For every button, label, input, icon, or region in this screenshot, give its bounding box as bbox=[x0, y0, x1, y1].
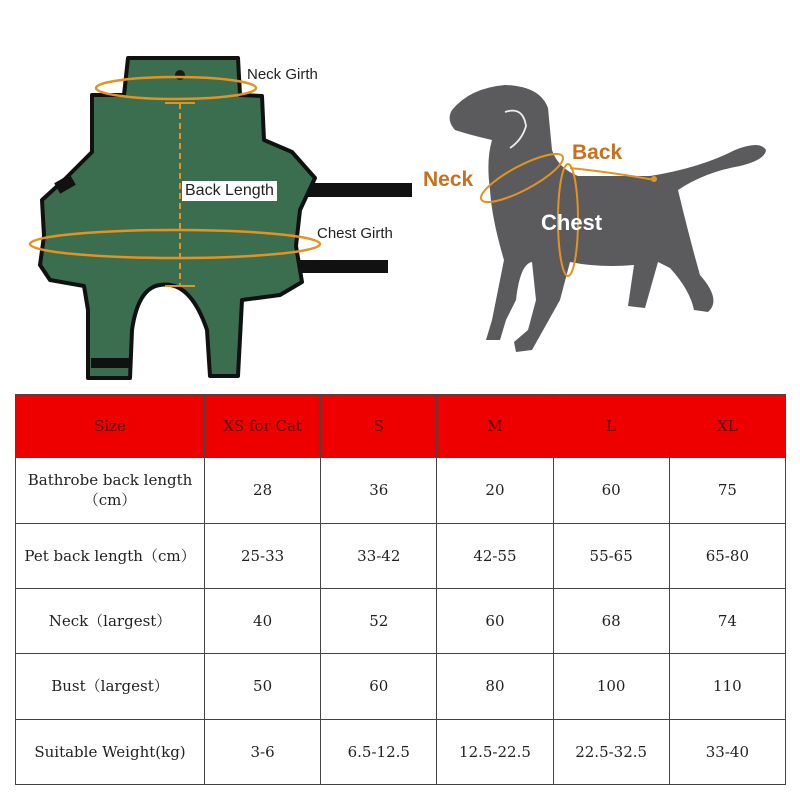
header-cell-l: L bbox=[553, 395, 669, 458]
table-cell: 74 bbox=[669, 588, 785, 653]
collar-button bbox=[175, 70, 185, 80]
table-cell: 60 bbox=[553, 458, 669, 523]
upper-strap bbox=[300, 183, 412, 197]
back-length-label: Back Length bbox=[182, 181, 277, 201]
table-cell: 65-80 bbox=[669, 523, 785, 588]
size-chart-table bbox=[15, 394, 786, 785]
table-cell: 60 bbox=[437, 588, 553, 653]
table-cell: 52 bbox=[321, 588, 437, 653]
row-label: Pet back length（cm） bbox=[16, 523, 205, 588]
table-row bbox=[16, 719, 786, 784]
header-cell-s: S bbox=[321, 395, 437, 458]
table-cell: 22.5-32.5 bbox=[553, 719, 669, 784]
table-cell: 50 bbox=[205, 654, 321, 719]
table-cell: 33-42 bbox=[321, 523, 437, 588]
table-cell: 68 bbox=[553, 588, 669, 653]
table-row bbox=[16, 654, 786, 719]
dog-back-label: Back bbox=[572, 141, 623, 164]
table-cell: 33-40 bbox=[669, 719, 785, 784]
row-label: Bathrobe back length（cm） bbox=[16, 458, 205, 523]
dog-silhouette bbox=[450, 85, 766, 352]
table-cell: 12.5-22.5 bbox=[437, 719, 553, 784]
dog-back-end-dot bbox=[651, 176, 657, 182]
table-cell: 60 bbox=[321, 654, 437, 719]
table-header-row bbox=[16, 395, 786, 458]
header-cell-xs: XS for Cat bbox=[205, 395, 321, 458]
neck-girth-label: Neck Girth bbox=[247, 66, 318, 83]
header-cell-xl: XL bbox=[669, 395, 785, 458]
table-row bbox=[16, 588, 786, 653]
table-cell: 42-55 bbox=[437, 523, 553, 588]
table-cell: 80 bbox=[437, 654, 553, 719]
table-cell: 28 bbox=[205, 458, 321, 523]
illustration-graphics bbox=[0, 0, 800, 395]
table-cell: 110 bbox=[669, 654, 785, 719]
row-label: Neck（largest） bbox=[16, 588, 205, 653]
table-cell: 100 bbox=[553, 654, 669, 719]
table-cell: 55-65 bbox=[553, 523, 669, 588]
chest-girth-label: Chest Girth bbox=[317, 225, 393, 242]
dog-chest-label: Chest bbox=[541, 210, 603, 235]
lower-strap bbox=[296, 260, 388, 273]
table-cell: 20 bbox=[437, 458, 553, 523]
row-label: Bust（largest） bbox=[16, 654, 205, 719]
table-row bbox=[16, 458, 786, 523]
header-cell-m: M bbox=[437, 395, 553, 458]
table-cell: 25-33 bbox=[205, 523, 321, 588]
dog-bathrobe bbox=[40, 58, 315, 378]
header-cell-size: Size bbox=[16, 395, 205, 458]
row-label: Suitable Weight(kg) bbox=[16, 719, 205, 784]
table-cell: 40 bbox=[205, 588, 321, 653]
table-cell: 36 bbox=[321, 458, 437, 523]
table-cell: 3-6 bbox=[205, 719, 321, 784]
dog-neck-label: Neck bbox=[423, 168, 474, 191]
table-cell: 75 bbox=[669, 458, 785, 523]
table-row bbox=[16, 523, 786, 588]
table-cell: 6.5-12.5 bbox=[321, 719, 437, 784]
velcro-tab-bottom bbox=[91, 358, 129, 368]
illustration-area bbox=[0, 0, 800, 395]
